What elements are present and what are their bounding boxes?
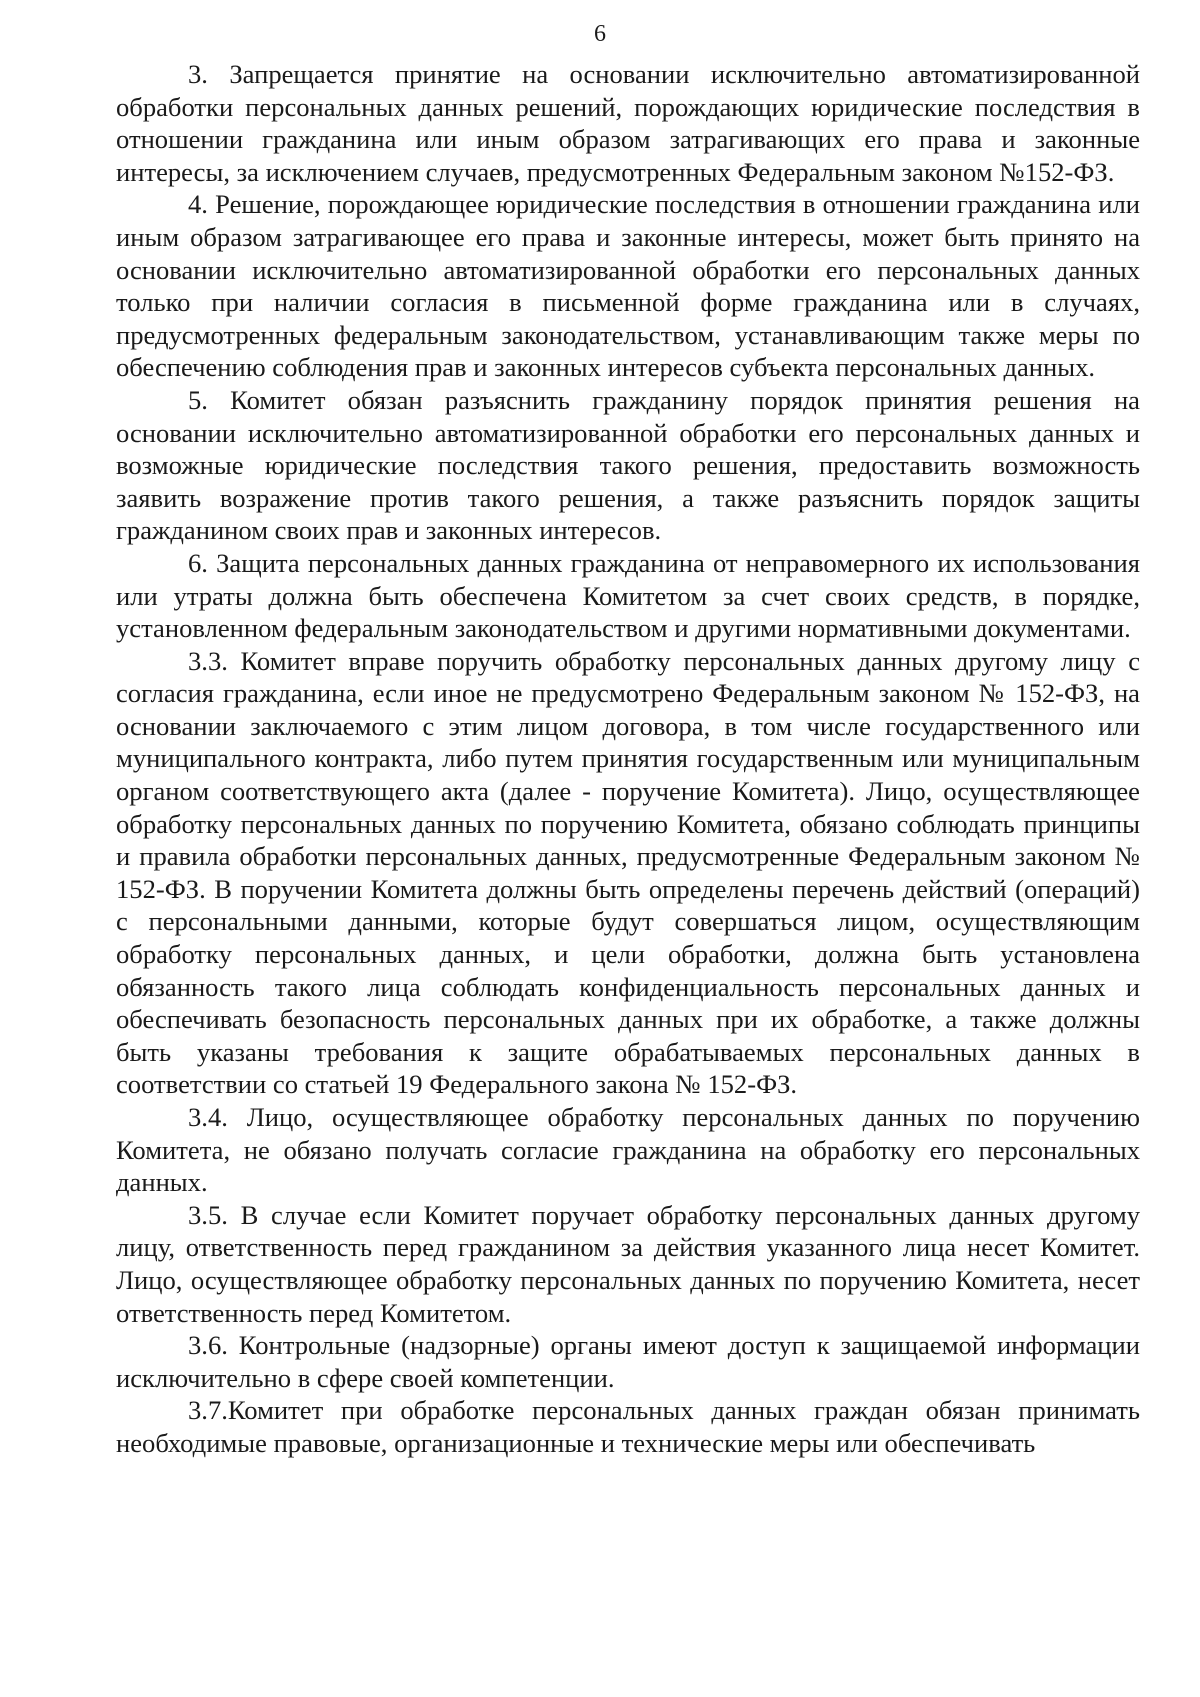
paragraph-section-3-7: 3.7.Комитет при обработке персональных данных граждан обязан принимать необходимые правовые, организационные и технические меры или обеспечивать	[116, 1395, 1140, 1458]
paragraph-item-6: 6. Защита персональных данных гражданина от неправомерного их использования или утраты должна быть обеспечена Комитетом за счет своих средств, в порядке, установленном федеральным законодательством и другими нормативными документами.	[116, 547, 1140, 644]
page-number: 6	[594, 21, 606, 47]
paragraph-item-3: 3. Запрещается принятие на основании исключительно автоматизированной обработки персональных данных решений, порождающих юридические последствия в отношении гражданина или иным образом затрагивающих его права и законные интересы, за исключением случаев, предусмотренных Федеральным законом №152-ФЗ.	[116, 59, 1140, 187]
document-body	[116, 58, 1140, 1460]
paragraph-section-3-5: 3.5. В случае если Комитет поручает обработку персональных данных другому лицу, ответственность перед гражданином за действия указанного лица несет Комитет. Лицо, осуществляющее обработку персональных данных по поручению Комитета, несет ответственность перед Комитетом.	[116, 1199, 1140, 1328]
paragraph-item-4: 4. Решение, порождающее юридические последствия в отношении гражданина или иным образом затрагивающее его права и законные интересы, может быть принято на основании исключительно автоматизированной обработки его персональных данных только при наличии согласия в письменной форме гражданина или в случаях, предусмотренных федеральным законодательством, устанавливающим также меры по обеспечению соблюдения прав и законных интересов субъекта персональных данных.	[116, 189, 1140, 383]
paragraph-section-3-3: 3.3. Комитет вправе поручить обработку персональных данных другому лицу с согласия гражданина, если иное не предусмотрено Федеральным законом № 152-ФЗ, на основании заключаемого с этим лицом договора, в том числе государственного или муниципального контракта, либо путем принятия государственным или муниципальным органом соответствующего акта (далее - поручение Комитета). Лицо, осуществляющее обработку персональных данных по поручению Комитета, обязано соблюдать принципы и правила обработки персональных данных, предусмотренные Федеральным законом № 152-ФЗ. В поручении Комитета должны быть определены перечень действий (операций) с персональными данными, которые будут совершаться лицом, осуществляющим обработку персональных данных, и цели обработки, должна быть установлена обязанность такого лица соблюдать конфиденциальность персональных данных и обеспечивать безопасность персональных данных при их обработке, а также должны быть указаны требования к защите обрабатываемых персональных данных в соответствии со статьей 19 Федерального закона № 152-ФЗ.	[116, 645, 1140, 1100]
paragraph-item-5: 5. Комитет обязан разъяснить гражданину порядок принятия решения на основании исключительно автоматизированной обработки его персональных данных и возможные юридические последствия такого решения, предоставить возможность заявить возражение против такого решения, а также разъяснить порядок защиты гражданином своих прав и законных интересов.	[116, 384, 1140, 546]
paragraph-section-3-4: 3.4. Лицо, осуществляющее обработку персональных данных по поручению Комитета, не обязано получать согласие гражданина на обработку его персональных данных.	[116, 1102, 1140, 1198]
paragraph-section-3-6: 3.6. Контрольные (надзорные) органы имеют доступ к защищаемой информации исключительно в сфере своей компетенции.	[116, 1330, 1140, 1393]
